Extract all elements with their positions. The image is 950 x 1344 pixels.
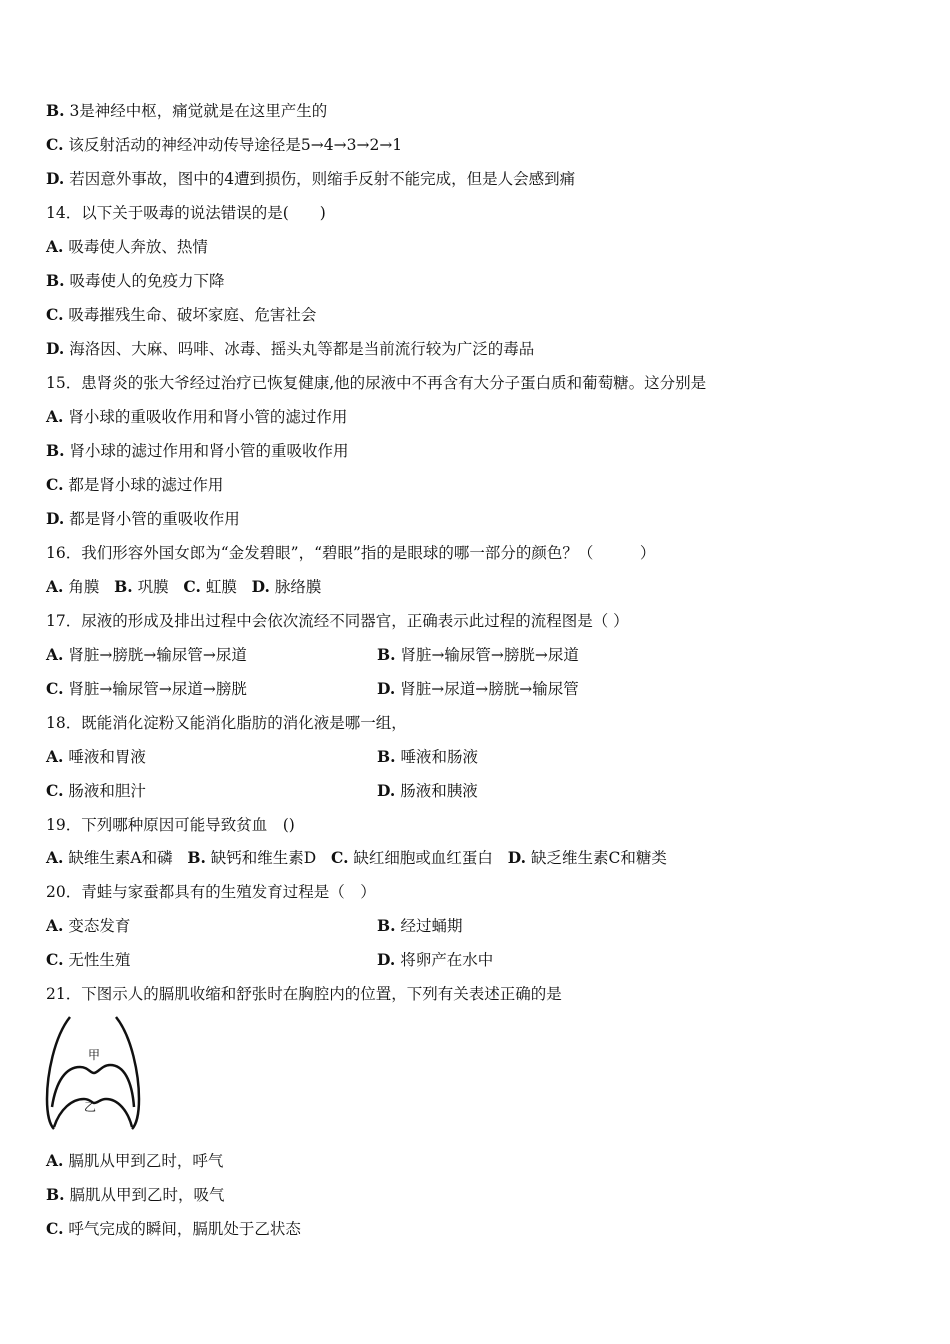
- option-letter: B.: [46, 271, 65, 290]
- q18-option-c: [46, 781, 146, 801]
- q14-option-b: [46, 271, 224, 291]
- option-letter: B.: [114, 577, 133, 596]
- option-text: 吸毒摧残生命、破坏家庭、危害社会: [68, 306, 317, 324]
- option-letter: B.: [377, 916, 396, 935]
- q20-option-a: [46, 916, 130, 936]
- q15-option-c: [46, 475, 223, 495]
- option-letter: D.: [377, 781, 396, 800]
- option-text: 若因意外事故，图中的4遭到损伤，则缩手反射不能完成，但是人会感到痛: [69, 170, 576, 188]
- q13-option-d: [46, 169, 575, 189]
- label-jia: 甲: [88, 1048, 101, 1062]
- q16-stem: 16．我们形容外国女郎为“金发碧眼”，“碧眼”指的是眼球的哪一部分的颜色？（ ）: [46, 544, 656, 562]
- option-letter: A.: [46, 848, 64, 867]
- option-text: 肠液和胆汁: [68, 782, 146, 800]
- q20-option-b: [377, 916, 462, 936]
- option-letter: C.: [46, 679, 64, 698]
- option-letter: D.: [251, 577, 270, 596]
- option-text: 无性生殖: [68, 951, 131, 969]
- q13-option-b: [46, 101, 327, 121]
- q21-stem: 21．下图示人的膈肌收缩和舒张时在胸腔内的位置，下列有关表述正确的是: [46, 985, 562, 1003]
- option-letter: C.: [183, 577, 201, 596]
- q19-stem: 19．下列哪种原因可能导致贫血 (): [46, 816, 295, 834]
- q13-option-c: [46, 135, 402, 155]
- option-letter: D.: [377, 679, 396, 698]
- option-letter: C.: [46, 781, 64, 800]
- option-letter: D.: [507, 848, 527, 867]
- option-text: 都是肾小管的重吸收作用: [69, 510, 240, 528]
- option-letter: B.: [377, 645, 396, 664]
- option-text: 肾脏→尿道→膀胱→输尿管: [400, 680, 579, 698]
- option-text: 吸毒使人的免疫力下降: [69, 272, 225, 290]
- option-text: 唾液和肠液: [400, 748, 478, 766]
- option-text: 肾脏→膀胱→输尿管→尿道: [68, 646, 247, 664]
- option-letter: C.: [331, 848, 349, 867]
- option-text: 角膜: [68, 578, 100, 596]
- option-letter: A.: [46, 237, 64, 256]
- q20-option-d: [377, 950, 493, 970]
- q15-stem: 15．患肾炎的张大爷经过治疗已恢复健康,他的尿液中不再含有大分子蛋白质和葡萄糖。这分别是: [46, 374, 707, 392]
- q20-option-c: [46, 950, 130, 970]
- option-text: 呼气完成的瞬间，膈肌处于乙状态: [68, 1220, 301, 1238]
- option-text: 肾脏→输尿管→膀胱→尿道: [400, 646, 579, 664]
- option-letter: A.: [46, 577, 64, 596]
- option-letter: D.: [46, 339, 65, 358]
- option-text: 唾液和胃液: [68, 748, 146, 766]
- q20-stem: 20．青蛙与家蚕都具有的生殖发育过程是（ ）: [46, 883, 376, 901]
- q17-stem: 17．尿液的形成及排出过程中会依次流经不同器官，正确表示此过程的流程图是（ ）: [46, 612, 629, 630]
- q15-option-b: [46, 441, 348, 461]
- chest-wall-right: [116, 1017, 139, 1129]
- option-letter: A.: [46, 645, 64, 664]
- q14-option-d: [46, 339, 534, 359]
- q14-option-a: [46, 237, 208, 257]
- q18-option-d: [377, 781, 478, 801]
- option-text: 缺钙和维生素D: [210, 849, 317, 867]
- option-letter: D.: [46, 169, 65, 188]
- option-letter: B.: [187, 848, 206, 867]
- q21-option-b: [46, 1185, 224, 1205]
- q17-option-d: [377, 679, 579, 699]
- option-text: 虹膜: [205, 578, 237, 596]
- option-letter: C.: [46, 1219, 64, 1238]
- q18-option-a: [46, 747, 146, 767]
- option-text: 变态发育: [68, 917, 131, 935]
- diaphragm-diagram: [44, 1015, 142, 1131]
- q17-option-row-1: [46, 645, 247, 665]
- option-text: 巩膜: [137, 578, 169, 596]
- q16-options: [46, 577, 321, 597]
- option-letter: A.: [46, 747, 64, 766]
- option-letter: D.: [46, 509, 65, 528]
- option-text: 将卵产在水中: [400, 951, 494, 969]
- option-text: 该反射活动的神经冲动传导途径是5→4→3→2→1: [68, 136, 403, 154]
- option-text: 缺红细胞或血红蛋白: [353, 849, 493, 867]
- option-letter: C.: [46, 135, 64, 154]
- option-letter: C.: [46, 950, 64, 969]
- q14-option-c: [46, 305, 316, 325]
- q17-option-b: [377, 645, 579, 665]
- option-text: 海洛因、大麻、吗啡、冰毒、摇头丸等都是当前流行较为广泛的毒品: [69, 340, 535, 358]
- option-letter: B.: [377, 747, 396, 766]
- option-text: 肾小球的重吸收作用和肾小管的滤过作用: [68, 408, 348, 426]
- option-letter: C.: [46, 305, 64, 324]
- option-text: 肠液和胰液: [400, 782, 478, 800]
- q15-option-a: [46, 407, 347, 427]
- option-letter: B.: [46, 441, 65, 460]
- option-text: 膈肌从甲到乙时，吸气: [69, 1186, 225, 1204]
- q21-option-a: [46, 1151, 223, 1171]
- option-text: 膈肌从甲到乙时，呼气: [68, 1152, 224, 1170]
- option-letter: B.: [46, 1185, 65, 1204]
- q21-option-c: [46, 1219, 301, 1239]
- option-text: 3是神经中枢，痛觉就是在这里产生的: [69, 102, 328, 120]
- q17-option-c: [46, 679, 247, 699]
- option-letter: A.: [46, 1151, 64, 1170]
- option-text: 缺乏维生素C和糖类: [530, 849, 667, 867]
- option-text: 都是肾小球的滤过作用: [68, 476, 224, 494]
- q19-options: [46, 848, 667, 868]
- option-text: 肾小球的滤过作用和肾小管的重吸收作用: [69, 442, 349, 460]
- option-letter: D.: [377, 950, 396, 969]
- option-letter: A.: [46, 407, 64, 426]
- option-text: 吸毒使人奔放、热情: [68, 238, 208, 256]
- option-letter: A.: [46, 916, 64, 935]
- option-text: 缺维生素A和磷: [68, 849, 173, 867]
- option-letter: B.: [46, 101, 65, 120]
- q18-option-b: [377, 747, 478, 767]
- option-letter: C.: [46, 475, 64, 494]
- q14-stem: 14．以下关于吸毒的说法错误的是( ): [46, 204, 326, 222]
- option-text: 脉络膜: [274, 578, 322, 596]
- label-yi: 乙: [84, 1100, 97, 1114]
- option-text: 肾脏→输尿管→尿道→膀胱: [68, 680, 247, 698]
- q18-stem: 18．既能消化淀粉又能消化脂肪的消化液是哪一组，: [46, 714, 407, 732]
- option-text: 经过蛹期: [400, 917, 463, 935]
- q15-option-d: [46, 509, 240, 529]
